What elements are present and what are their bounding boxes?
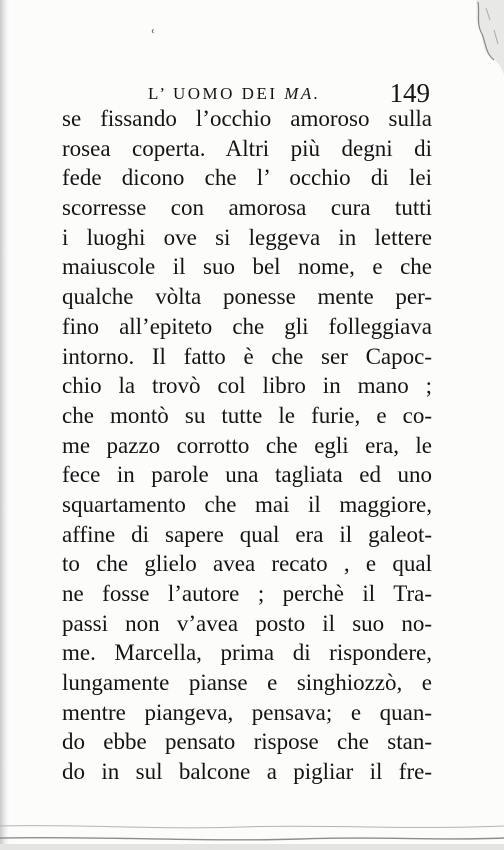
paper-corner-damage [464,0,504,75]
text-line: se fissando l’occhio amoroso sulla [62,106,432,131]
running-head-prefix: L’ UOMO DEI [148,84,285,103]
text-line: rosea coperta. Altri più degni di [62,135,432,161]
text-line: fino all’epiteto che gli folleggiava [62,313,432,339]
text-line: passi non v’avea posto il suo no- [62,610,432,636]
text-line: me. Marcella, prima di rispondere, [62,640,432,666]
text-line: do ebbe pensato rispose che stan- [62,729,432,755]
page-gutter-shadow [0,0,9,850]
stray-ink-mark: ʿ [151,28,156,44]
text-line: do in sul balcone a pigliar il fre- [62,759,432,785]
text-line: fece in parole una tagliata ed uno [62,462,432,488]
text-line: affine di sapere qual era il galeot- [62,521,432,547]
body-text [62,104,432,787]
page-number: 149 [389,78,430,108]
text-line: lungamente pianse e singhiozzò, e [62,670,432,696]
text-line: i luoghi ove si leggeva in lettere [62,224,432,250]
text-line: me pazzo corrotto che egli era, le [62,432,432,458]
running-head-italic: MA. [284,84,321,103]
text-line: che montò su tutte le furie, e co- [62,402,432,428]
text-line: intorno. Il fatto è che ser Capoc- [62,343,432,369]
text-line: fede dicono che l’ occhio di lei [62,165,432,191]
text-line: mentre piangeva, pensava; e quan- [62,699,432,725]
running-head-title [148,84,321,104]
text-line: scorresse con amorosa cura tutti [62,195,432,221]
text-line: ne fosse l’autore ; perchè il Tra- [62,581,432,606]
text-line: qualche vòlta ponesse mente per- [62,284,432,310]
text-line: to che glielo avea recato , e qual [62,551,432,577]
page-bottom-edge [0,814,504,850]
text-line: squartamento che mai il maggiore, [62,491,432,517]
text-line: maiuscole il suo bel nome, e che [62,254,432,280]
text-line: chio la trovò col libro in mano ; [62,373,432,399]
